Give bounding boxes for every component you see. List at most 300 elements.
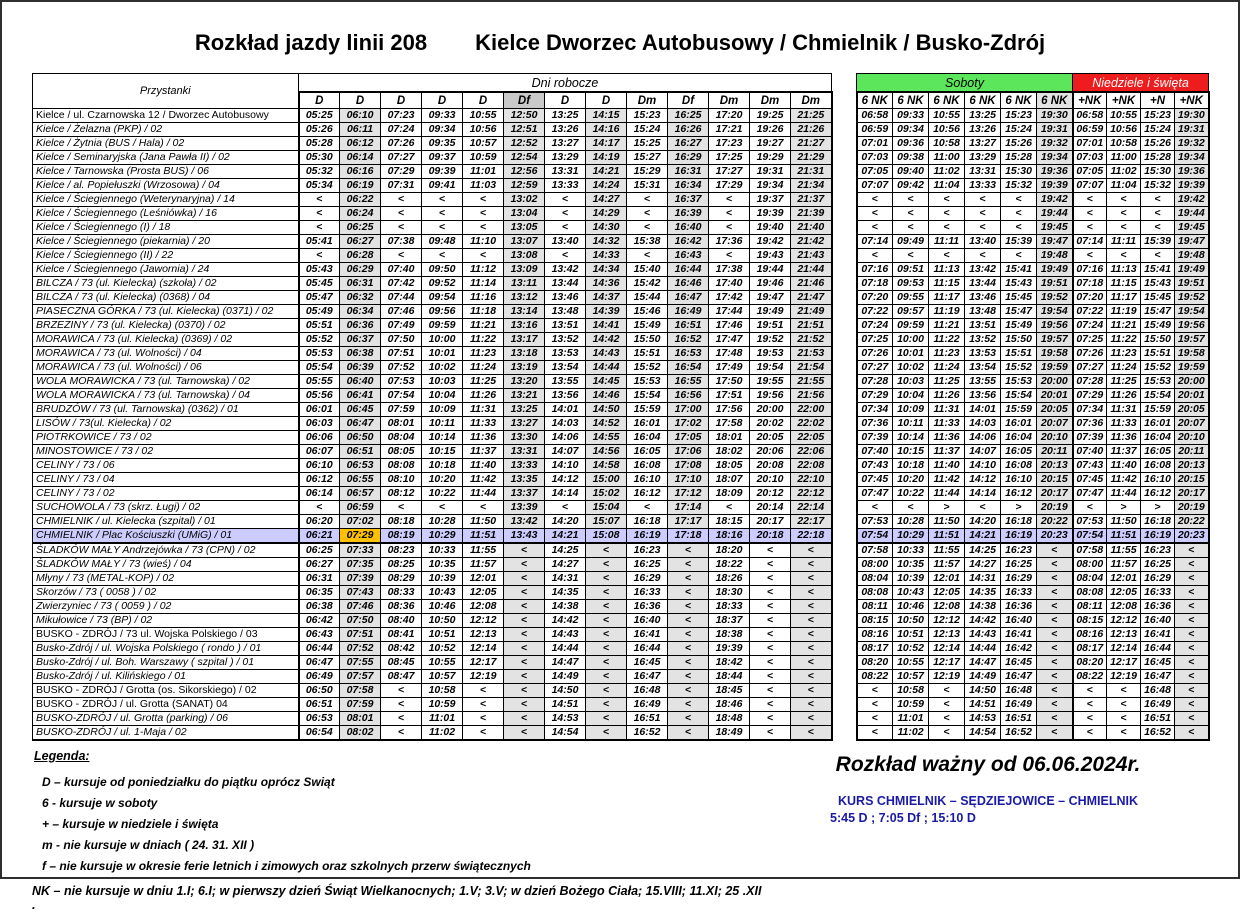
time-cell: 16:47 [668, 291, 709, 305]
time-cell: < [791, 628, 832, 642]
time-cell: 11:18 [463, 305, 504, 319]
time-cell: 11:01 [893, 712, 929, 726]
time-cell: > [929, 501, 965, 515]
kurs-route-text: KURS CHMIELNIK – SĘDZIEJOWICE – CHMIELNIK [837, 794, 1139, 808]
time-cell: 18:37 [709, 614, 750, 628]
column-gap [832, 656, 857, 670]
time-cell: 10:57 [463, 137, 504, 151]
table-row [33, 501, 1209, 515]
time-cell: 06:37 [340, 333, 381, 347]
table-row [33, 558, 1209, 572]
time-cell: 07:58 [340, 684, 381, 698]
column-gap [832, 628, 857, 642]
time-cell: 10:43 [422, 586, 463, 600]
time-cell: 18:38 [709, 628, 750, 642]
time-cell: < [299, 249, 340, 263]
time-cell: 07:54 [1073, 529, 1107, 544]
time-cell: 14:58 [586, 459, 627, 473]
time-cell: 11:21 [929, 319, 965, 333]
time-cell: 11:44 [1107, 487, 1141, 501]
column-type-header: +NK [1175, 92, 1209, 109]
time-cell: 12:17 [463, 656, 504, 670]
column-type-header: D [340, 92, 381, 109]
time-cell: 15:47 [1141, 305, 1175, 319]
time-cell: < [1175, 628, 1209, 642]
time-cell: 19:42 [750, 235, 791, 249]
time-cell: 11:31 [1107, 403, 1141, 417]
time-cell: 10:01 [893, 347, 929, 361]
time-cell: 12:56 [504, 165, 545, 179]
time-cell: 16:44 [668, 263, 709, 277]
time-cell: 20:01 [1175, 389, 1209, 403]
time-cell: 09:50 [422, 263, 463, 277]
time-cell: 06:34 [340, 305, 381, 319]
time-cell: 21:31 [791, 165, 832, 179]
time-cell: < [668, 684, 709, 698]
time-cell: 11:24 [929, 361, 965, 375]
time-cell: 11:42 [1107, 473, 1141, 487]
time-cell: 06:20 [299, 515, 340, 529]
time-cell: < [668, 614, 709, 628]
time-cell: 11:17 [929, 291, 965, 305]
time-cell: 06:39 [340, 361, 381, 375]
stop-name: Mikułowice / 73 (BP) / 02 [33, 614, 299, 628]
time-cell: 20:22 [1037, 515, 1073, 529]
time-cell: 10:00 [893, 333, 929, 347]
time-cell: 15:52 [627, 361, 668, 375]
time-cell: 16:34 [668, 179, 709, 193]
time-cell: 10:03 [422, 375, 463, 389]
time-cell: 14:44 [586, 361, 627, 375]
time-cell: < [893, 193, 929, 207]
time-cell: 22:17 [791, 515, 832, 529]
time-cell: 14:54 [965, 726, 1001, 741]
time-cell: 11:40 [929, 459, 965, 473]
time-cell: 14:27 [545, 558, 586, 572]
time-cell: 21:54 [791, 361, 832, 375]
time-cell: < [381, 221, 422, 235]
time-cell: > [1141, 501, 1175, 515]
time-cell: < [709, 207, 750, 221]
time-cell: 21:47 [791, 291, 832, 305]
time-cell: 18:22 [709, 558, 750, 572]
time-cell: 19:39 [709, 642, 750, 656]
time-cell: 21:37 [791, 193, 832, 207]
time-cell: 09:33 [422, 109, 463, 123]
time-cell: 10:55 [929, 109, 965, 123]
stop-name: SUCHOWOLA / 73 (skrz. Ługi) / 02 [33, 501, 299, 515]
time-cell: 15:23 [1001, 109, 1037, 123]
time-cell: 16:39 [668, 207, 709, 221]
time-cell: 07:27 [1073, 361, 1107, 375]
time-cell: 12:17 [1107, 656, 1141, 670]
time-cell: 14:31 [965, 572, 1001, 586]
time-cell: 15:46 [627, 305, 668, 319]
time-cell: 07:05 [857, 165, 893, 179]
time-cell: 16:08 [627, 459, 668, 473]
time-cell: 10:33 [893, 543, 929, 558]
time-cell: 13:42 [965, 263, 1001, 277]
table-row [33, 445, 1209, 459]
time-cell: 16:45 [1001, 656, 1037, 670]
table-row [33, 515, 1209, 529]
time-cell: < [668, 698, 709, 712]
time-cell: 08:11 [1073, 600, 1107, 614]
column-type-header: 6 NK [893, 92, 929, 109]
time-cell: 12:54 [504, 151, 545, 165]
time-cell: 20:17 [1037, 487, 1073, 501]
time-cell: 17:14 [668, 501, 709, 515]
time-cell: < [929, 684, 965, 698]
column-gap [832, 670, 857, 684]
time-cell: 13:56 [965, 389, 1001, 403]
time-cell: 18:05 [709, 459, 750, 473]
time-cell: 10:22 [893, 487, 929, 501]
time-cell: 16:12 [1001, 487, 1037, 501]
time-cell: 13:42 [545, 263, 586, 277]
time-cell: 06:19 [340, 179, 381, 193]
time-cell: 19:42 [1037, 193, 1073, 207]
time-cell: 07:18 [857, 277, 893, 291]
time-cell: 11:57 [929, 558, 965, 572]
time-cell: 17:29 [709, 179, 750, 193]
column-type-header: Dm [627, 92, 668, 109]
time-cell: 16:46 [668, 277, 709, 291]
time-cell: 08:04 [857, 572, 893, 586]
time-cell: 06:55 [340, 473, 381, 487]
table-row [33, 263, 1209, 277]
time-cell: 19:45 [1037, 221, 1073, 235]
time-cell: 14:16 [586, 123, 627, 137]
time-cell: 19:39 [750, 207, 791, 221]
time-cell: 11:02 [1107, 165, 1141, 179]
time-cell: 16:40 [1001, 614, 1037, 628]
time-cell: 12:13 [1107, 628, 1141, 642]
table-row [33, 712, 1209, 726]
stop-name: BUSKO-ZDRÓJ / ul. Grotta (parking) / 06 [33, 712, 299, 726]
time-cell: 14:10 [545, 459, 586, 473]
time-cell: 06:53 [299, 712, 340, 726]
time-cell: 07:40 [857, 445, 893, 459]
time-cell: 13:35 [504, 473, 545, 487]
time-cell: 06:25 [299, 543, 340, 558]
time-cell: 11:02 [422, 726, 463, 741]
time-cell: 08:18 [381, 515, 422, 529]
time-cell: 15:43 [1141, 277, 1175, 291]
time-cell: < [1175, 712, 1209, 726]
column-gap [832, 109, 857, 123]
legend-items [32, 775, 768, 912]
time-cell: 10:51 [422, 628, 463, 642]
time-cell: 10:15 [893, 445, 929, 459]
column-gap [832, 698, 857, 712]
stop-name: ŚLADKÓW MAŁY / 73 (wieś) / 04 [33, 558, 299, 572]
time-cell: < [750, 656, 791, 670]
time-cell: 07:18 [1073, 277, 1107, 291]
time-cell: 14:43 [965, 628, 1001, 642]
time-cell: 10:35 [893, 558, 929, 572]
time-cell: 13:52 [545, 333, 586, 347]
time-cell: 12:05 [929, 586, 965, 600]
stop-name: CELINY / 73 / 06 [33, 459, 299, 473]
time-cell: 21:27 [791, 137, 832, 151]
time-cell: 14:10 [965, 459, 1001, 473]
time-cell: < [1175, 670, 1209, 684]
time-cell: < [1175, 586, 1209, 600]
time-cell: 10:28 [422, 515, 463, 529]
time-cell: 15:50 [1001, 333, 1037, 347]
time-cell: 11:19 [929, 305, 965, 319]
legend-heading: Legenda: [34, 749, 90, 763]
time-cell: 07:01 [1073, 137, 1107, 151]
time-cell: < [463, 207, 504, 221]
time-cell: 21:46 [791, 277, 832, 291]
table-row [33, 165, 1209, 179]
time-cell: 11:26 [463, 389, 504, 403]
time-cell: 06:49 [299, 670, 340, 684]
time-cell: 11:25 [1107, 375, 1141, 389]
time-cell: < [1037, 712, 1073, 726]
time-cell: 15:23 [627, 109, 668, 123]
stop-name: WOLA MORAWICKA / 73 (ul. Tarnowska) / 04 [33, 389, 299, 403]
time-cell: 05:53 [299, 347, 340, 361]
column-type-header: Dm [709, 92, 750, 109]
time-cell: 15:02 [586, 487, 627, 501]
time-cell: 10:46 [893, 600, 929, 614]
time-cell: 07:47 [1073, 487, 1107, 501]
time-cell: < [463, 698, 504, 712]
stop-name: BILCZA / 73 (ul. Kielecka) (szkoła) / 02 [33, 277, 299, 291]
column-gap [832, 207, 857, 221]
time-cell: 17:27 [709, 165, 750, 179]
time-cell: 14:20 [545, 515, 586, 529]
time-cell: 08:16 [857, 628, 893, 642]
time-cell: 19:31 [1175, 123, 1209, 137]
time-cell: 19:36 [1037, 165, 1073, 179]
time-cell: 10:11 [893, 417, 929, 431]
time-cell: < [893, 501, 929, 515]
time-cell: < [504, 586, 545, 600]
time-cell: 14:24 [586, 179, 627, 193]
time-cell: 10:29 [422, 529, 463, 544]
time-cell: < [750, 572, 791, 586]
time-cell: 22:12 [791, 487, 832, 501]
time-cell: 10:09 [893, 403, 929, 417]
time-cell: 18:01 [709, 431, 750, 445]
stop-name: Busko-Zdrój / ul. Boh. Warszawy ( szpital ) / 01 [33, 656, 299, 670]
time-cell: 12:05 [1107, 586, 1141, 600]
time-cell: 16:36 [1001, 600, 1037, 614]
time-cell: 12:19 [1107, 670, 1141, 684]
time-cell: 09:59 [893, 319, 929, 333]
time-cell: 17:12 [668, 487, 709, 501]
time-cell: < [1175, 642, 1209, 656]
time-cell: 07:52 [381, 361, 422, 375]
time-cell: 07:25 [1073, 333, 1107, 347]
time-cell: 11:04 [1107, 179, 1141, 193]
time-cell: 11:04 [929, 179, 965, 193]
time-cell: 16:42 [1001, 642, 1037, 656]
time-cell: < [1037, 586, 1073, 600]
time-cell: 07:53 [857, 515, 893, 529]
time-cell: 07:46 [340, 600, 381, 614]
time-cell: < [1037, 698, 1073, 712]
time-cell: < [1037, 628, 1073, 642]
time-cell: 07:07 [1073, 179, 1107, 193]
column-type-header: D [299, 92, 340, 109]
time-cell: 06:47 [299, 656, 340, 670]
time-cell: 06:51 [299, 698, 340, 712]
time-cell: 06:42 [299, 614, 340, 628]
column-type-header: D [545, 92, 586, 109]
time-cell: 07:51 [340, 628, 381, 642]
table-row [33, 333, 1209, 347]
time-cell: 07:59 [381, 403, 422, 417]
time-cell: 05:32 [299, 165, 340, 179]
time-cell: < [586, 656, 627, 670]
time-cell: 07:26 [381, 137, 422, 151]
time-cell: 15:52 [1141, 361, 1175, 375]
time-cell: < [1175, 726, 1209, 741]
time-cell: 16:18 [627, 515, 668, 529]
legend-item: m - nie kursuje w dniach ( 24. 31. XII ) [42, 838, 255, 852]
time-cell: 19:29 [750, 151, 791, 165]
time-cell: 19:54 [1175, 305, 1209, 319]
time-cell: 14:38 [965, 600, 1001, 614]
time-cell: 07:44 [381, 291, 422, 305]
time-cell: 19:54 [1037, 305, 1073, 319]
time-cell: 16:26 [668, 123, 709, 137]
time-cell: 05:43 [299, 263, 340, 277]
time-cell: 14:45 [586, 375, 627, 389]
time-cell: 20:10 [750, 473, 791, 487]
stop-name: MINOSTOWICE / 73 / 02 [33, 445, 299, 459]
column-type-header: D [422, 92, 463, 109]
legend-item: D – kursuje od poniedziałku do piątku oprócz Swiąt [42, 775, 335, 789]
time-cell: < [504, 656, 545, 670]
time-cell: < [1037, 558, 1073, 572]
time-cell: 16:08 [1141, 459, 1175, 473]
time-cell: < [504, 726, 545, 741]
time-cell: 12:19 [929, 670, 965, 684]
time-cell: 21:56 [791, 389, 832, 403]
time-cell: 13:29 [965, 151, 1001, 165]
time-cell: 11:13 [1107, 263, 1141, 277]
time-cell: 11:50 [1107, 515, 1141, 529]
time-cell: 15:50 [1141, 333, 1175, 347]
time-cell: 13:25 [504, 403, 545, 417]
time-cell: < [1037, 670, 1073, 684]
time-cell: 05:49 [299, 305, 340, 319]
time-cell: < [1175, 698, 1209, 712]
time-cell: 18:20 [709, 543, 750, 558]
time-cell: 08:04 [1073, 572, 1107, 586]
time-cell: < [1073, 726, 1107, 741]
time-cell: 07:45 [1073, 473, 1107, 487]
column-gap [832, 375, 857, 389]
time-cell: 11:11 [1107, 235, 1141, 249]
time-cell: 19:36 [1175, 165, 1209, 179]
time-cell: < [668, 572, 709, 586]
time-cell: 14:47 [545, 656, 586, 670]
time-cell: 16:48 [1001, 684, 1037, 698]
time-cell: 10:50 [422, 614, 463, 628]
time-cell: 06:31 [340, 277, 381, 291]
time-cell: < [965, 207, 1001, 221]
time-cell: 19:31 [750, 165, 791, 179]
time-cell: < [929, 698, 965, 712]
time-cell: < [463, 684, 504, 698]
stop-name: CHMIELNIK / ul. Kielecka (szpital) / 01 [33, 515, 299, 529]
time-cell: 07:59 [340, 698, 381, 712]
time-cell: 13:26 [545, 123, 586, 137]
time-cell: 16:31 [668, 165, 709, 179]
time-cell: 15:54 [1001, 389, 1037, 403]
time-cell: 18:07 [709, 473, 750, 487]
time-cell: 16:44 [1141, 642, 1175, 656]
time-cell: < [709, 249, 750, 263]
time-cell: 20:23 [1037, 529, 1073, 544]
time-cell: 17:56 [709, 403, 750, 417]
time-cell: 13:31 [545, 165, 586, 179]
time-cell: 20:14 [750, 501, 791, 515]
time-cell: 13:29 [545, 151, 586, 165]
time-cell: 14:07 [965, 445, 1001, 459]
time-cell: 11:23 [1107, 347, 1141, 361]
time-cell: 11:40 [463, 459, 504, 473]
time-cell: < [750, 614, 791, 628]
time-cell: 08:19 [381, 529, 422, 544]
column-gap [832, 305, 857, 319]
time-cell: 16:01 [627, 417, 668, 431]
time-cell: 14:50 [545, 684, 586, 698]
table-row [33, 277, 1209, 291]
time-cell: 14:41 [586, 319, 627, 333]
time-cell: 12:05 [463, 586, 504, 600]
time-cell: 07:26 [1073, 347, 1107, 361]
column-type-header: 6 NK [929, 92, 965, 109]
time-cell: 07:52 [340, 642, 381, 656]
time-cell: 07:33 [340, 543, 381, 558]
time-cell: 10:51 [893, 628, 929, 642]
time-cell: 21:39 [791, 207, 832, 221]
time-cell: 14:29 [586, 207, 627, 221]
time-cell: 14:49 [545, 670, 586, 684]
time-cell: 16:49 [1141, 698, 1175, 712]
time-cell: < [929, 221, 965, 235]
stop-name: MORAWICA / 73 (ul. Wolności) / 06 [33, 361, 299, 375]
time-cell: 14:01 [965, 403, 1001, 417]
time-cell: 10:15 [422, 445, 463, 459]
time-cell: 11:44 [929, 487, 965, 501]
time-cell: < [929, 193, 965, 207]
time-cell: 20:00 [750, 403, 791, 417]
timetable [32, 73, 1210, 741]
time-cell: < [1107, 726, 1141, 741]
time-cell: 22:00 [791, 403, 832, 417]
time-cell: 14:14 [545, 487, 586, 501]
time-cell: 14:03 [545, 417, 586, 431]
time-cell: < [1001, 207, 1037, 221]
time-cell: < [965, 249, 1001, 263]
column-gap [832, 642, 857, 656]
legend-item: NK – nie kursuje w dniu 1.I; 6.I; w pierwszy dzień Świąt Wielkanocnych; 1.V; 3.V; w dzień Bożego Ciała; 15.VIII; 11.XI; 25 .XII . [32, 884, 762, 912]
time-cell: 08:05 [381, 445, 422, 459]
time-cell: 21:40 [791, 221, 832, 235]
time-cell: < [1141, 221, 1175, 235]
column-gap [832, 74, 857, 109]
column-gap [832, 151, 857, 165]
